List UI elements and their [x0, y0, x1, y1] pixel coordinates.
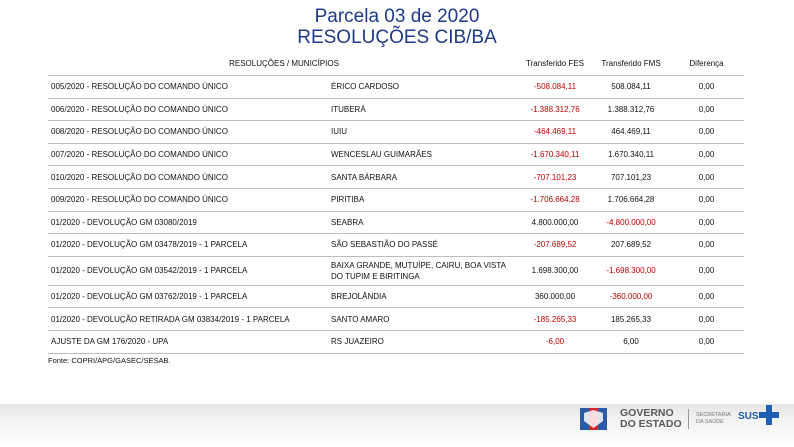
cell-diferenca: 0,00 [669, 211, 744, 234]
cell-resolucao: 01/2020 - DEVOLUÇÃO RETIRADA GM 03834/2019 - 1 PARCELA [48, 308, 327, 331]
cell-fes: -707.101,23 [517, 166, 593, 189]
cell-fes: 4.800.000,00 [517, 211, 593, 234]
table-row [48, 98, 744, 121]
sus-logo-label: SUS [738, 411, 759, 422]
cell-resolucao: AJUSTE DA GM 176/2020 - UPA [48, 330, 327, 353]
table-row [48, 330, 744, 353]
sec-logo-line1: SECRETARIA [696, 412, 731, 418]
cell-municipio: SEABRA [327, 211, 517, 234]
cell-fms: 464.469,11 [593, 121, 669, 144]
cell-municipio: BREJOLÂNDIA [327, 285, 517, 308]
cell-resolucao: 01/2020 - DEVOLUÇÃO GM 03478/2019 - 1 PARCELA [48, 234, 327, 257]
cell-resolucao: 009/2020 - RESOLUÇÃO DO COMANDO ÚNICO [48, 188, 327, 211]
table-row [48, 121, 744, 144]
cell-diferenca: 0,00 [669, 98, 744, 121]
cell-fes: -207.689,52 [517, 234, 593, 257]
page-subtitle: RESOLUÇÕES CIB/BA [297, 27, 497, 48]
source-footnote: Fonte: COPRI/APG/GASEC/SESAB. [48, 356, 171, 365]
cell-municipio: RS JUAZEIRO [327, 330, 517, 353]
resolutions-table [48, 52, 744, 354]
cell-resolucao: 005/2020 - RESOLUÇÃO DO COMANDO ÚNICO [48, 76, 327, 99]
cell-fes: -1.706.664,28 [517, 188, 593, 211]
cell-resolucao: 006/2020 - RESOLUÇÃO DO COMANDO ÚNICO [48, 98, 327, 121]
table-row [48, 256, 744, 285]
cell-fes: -1.670.340,11 [517, 143, 593, 166]
gov-logo-line1: GOVERNO [620, 407, 674, 419]
cell-municipio: BAIXA GRANDE, MUTUÍPE, CAIRU, BOA VISTA DO TUPIM E BIRITINGA [327, 256, 517, 285]
cell-fms: 1.706.664,28 [593, 188, 669, 211]
table-row [48, 188, 744, 211]
cell-fms: -360.000,00 [593, 285, 669, 308]
cell-diferenca: 0,00 [669, 166, 744, 189]
cell-resolucao: 010/2020 - RESOLUÇÃO DO COMANDO ÚNICO [48, 166, 327, 189]
header-fes: Transferido FES [517, 52, 593, 76]
cell-diferenca: 0,00 [669, 308, 744, 331]
table-header-row [48, 52, 744, 76]
cell-fes: -508.084,11 [517, 76, 593, 99]
cell-fms: -1.698.300,00 [593, 256, 669, 285]
cell-resolucao: 007/2020 - RESOLUÇÃO DO COMANDO ÚNICO [48, 143, 327, 166]
gov-logo-line2: DO ESTADO [620, 418, 682, 430]
cell-municipio: SANTA BÁRBARA [327, 166, 517, 189]
cell-fes: 360.000,00 [517, 285, 593, 308]
cell-fms: 707.101,23 [593, 166, 669, 189]
cell-fes: -464.469,11 [517, 121, 593, 144]
table-row [48, 308, 744, 331]
cell-fms: 6,00 [593, 330, 669, 353]
table-row [48, 285, 744, 308]
cell-municipio: IUIU [327, 121, 517, 144]
cell-municipio: SÃO SEBASTIÃO DO PASSÉ [327, 234, 517, 257]
cell-resolucao: 01/2020 - DEVOLUÇÃO GM 03762/2019 - 1 PARCELA [48, 285, 327, 308]
table-row [48, 76, 744, 99]
cell-fms: 207.689,52 [593, 234, 669, 257]
sus-cross-icon [758, 404, 780, 426]
cell-fms: 508.084,11 [593, 76, 669, 99]
cell-municipio: WENCESLAU GUIMARÃES [327, 143, 517, 166]
cell-resolucao: 01/2020 - DEVOLUÇÃO GM 03542/2019 - 1 PARCELA [48, 256, 327, 285]
table-row [48, 143, 744, 166]
table-row [48, 234, 744, 257]
cell-diferenca: 0,00 [669, 76, 744, 99]
cell-municipio: ITUBERÁ [327, 98, 517, 121]
cell-diferenca: 0,00 [669, 285, 744, 308]
header-resolucoes: RESOLUÇÕES / MUNICÍPIOS [48, 52, 517, 76]
cell-municipio: PIRITIBA [327, 188, 517, 211]
cell-fms: 1.670.340,11 [593, 143, 669, 166]
table-row [48, 166, 744, 189]
cell-diferenca: 0,00 [669, 234, 744, 257]
page-title: Parcela 03 de 2020 [314, 6, 480, 27]
cell-fms: 185.265,33 [593, 308, 669, 331]
cell-diferenca: 0,00 [669, 143, 744, 166]
cell-diferenca: 0,00 [669, 188, 744, 211]
cell-diferenca: 0,00 [669, 256, 744, 285]
cell-fes: -6,00 [517, 330, 593, 353]
header-fms: Transferido FMS [593, 52, 669, 76]
cell-diferenca: 0,00 [669, 330, 744, 353]
table-row [48, 211, 744, 234]
cell-resolucao: 01/2020 - DEVOLUÇÃO GM 03080/2019 [48, 211, 327, 234]
cell-fms: -4.800.000,00 [593, 211, 669, 234]
cell-municipio: ÉRICO CARDOSO [327, 76, 517, 99]
cell-fms: 1.388.312,76 [593, 98, 669, 121]
cell-resolucao: 008/2020 - RESOLUÇÃO DO COMANDO ÚNICO [48, 121, 327, 144]
cell-diferenca: 0,00 [669, 121, 744, 144]
cell-municipio: SANTO AMARO [327, 308, 517, 331]
cell-fes: -1.388.312,76 [517, 98, 593, 121]
sec-logo-line2: DA SAÚDE [696, 419, 724, 425]
cell-fes: -185.265,33 [517, 308, 593, 331]
cell-fes: 1.698.300,00 [517, 256, 593, 285]
header-diferenca: Diferença [669, 52, 744, 76]
